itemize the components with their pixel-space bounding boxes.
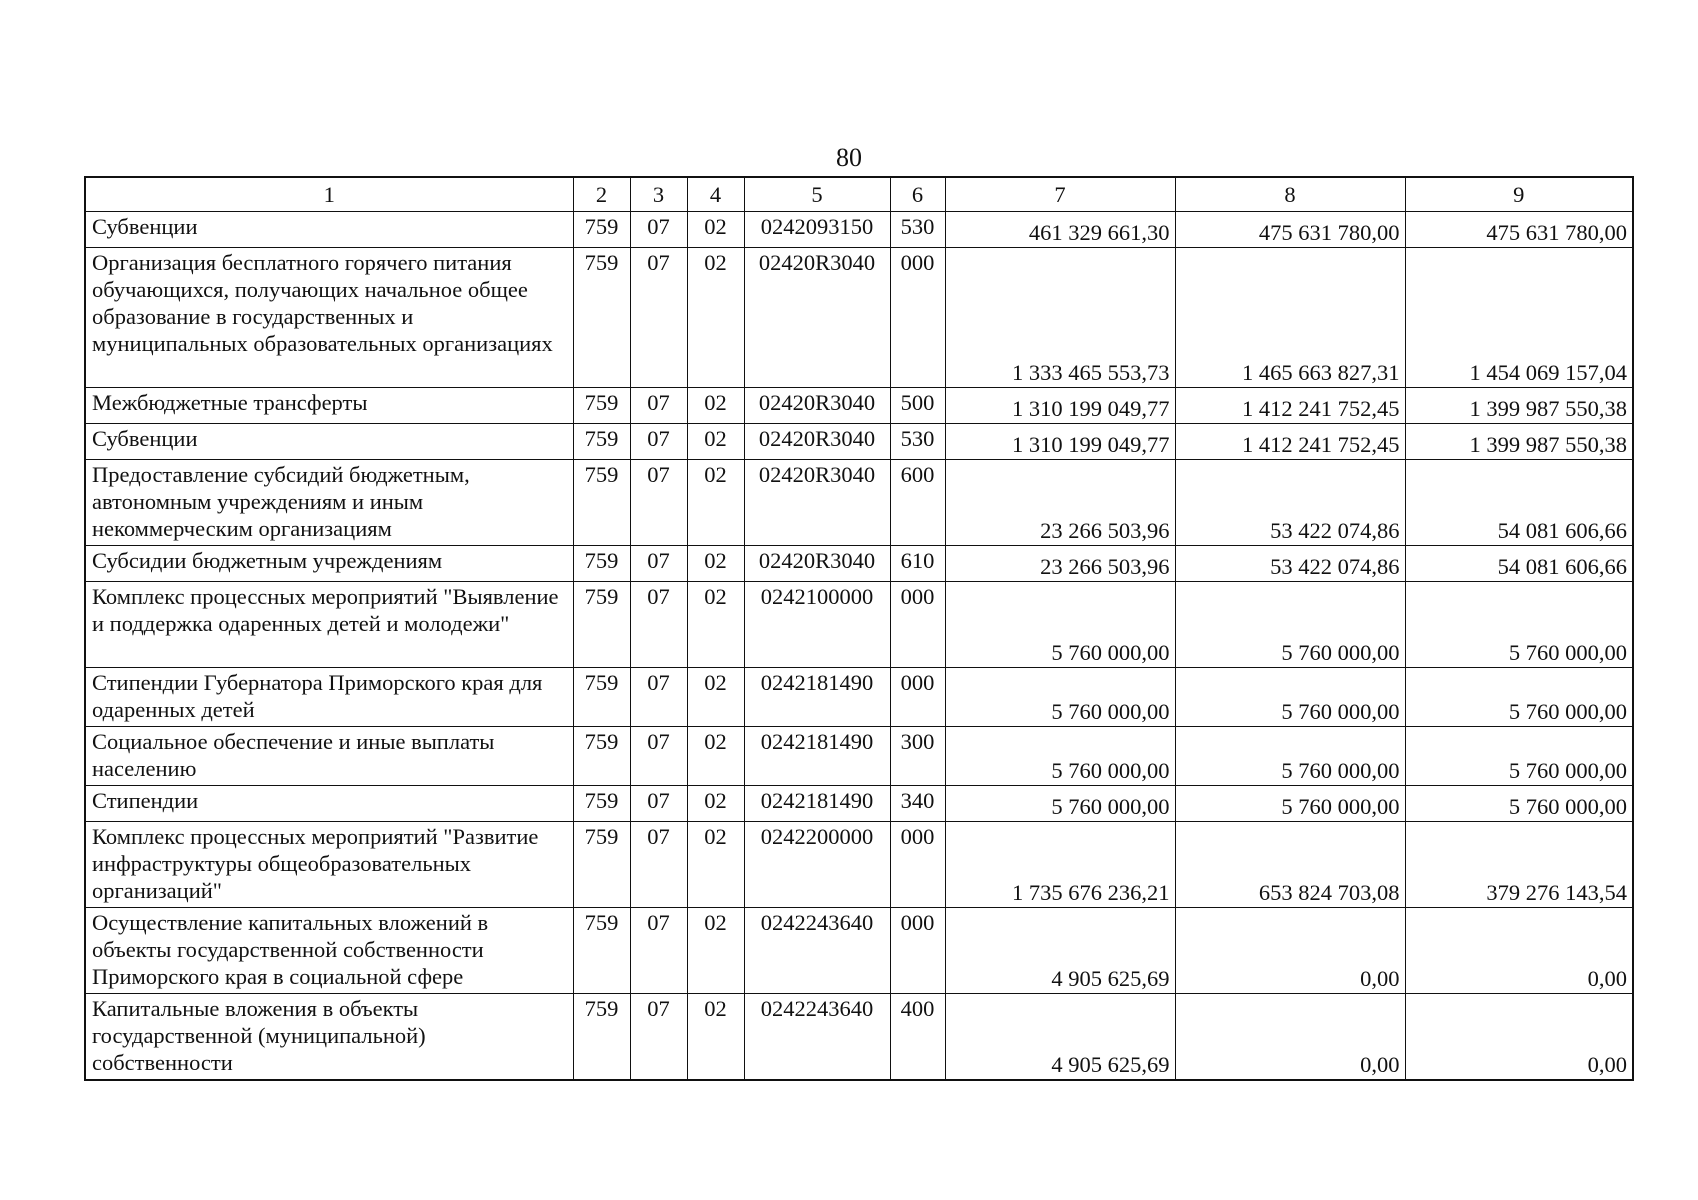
table-row — [85, 546, 1633, 582]
amount-col-9: 54 081 606,66 — [1405, 546, 1633, 582]
subsection-code: 02 — [687, 212, 744, 248]
target-article-code: 02420R3040 — [744, 248, 890, 388]
header-row — [85, 177, 1633, 212]
header-col-7: 7 — [945, 177, 1175, 212]
amount-col-8: 1 412 241 752,45 — [1175, 388, 1405, 424]
page-number: 80 — [836, 143, 862, 172]
amount-col-7: 5 760 000,00 — [945, 582, 1175, 668]
subsection-code: 02 — [687, 994, 744, 1081]
target-article-code: 0242243640 — [744, 908, 890, 994]
amount-col-8: 53 422 074,86 — [1175, 460, 1405, 546]
subsection-code: 02 — [687, 546, 744, 582]
expense-type-code: 400 — [890, 994, 945, 1081]
row-name: Комплекс процессных мероприятий "Выявление и поддержка одаренных детей и молодежи" — [85, 582, 573, 668]
amount-col-8: 1 412 241 752,45 — [1175, 424, 1405, 460]
target-article-code: 0242181490 — [744, 727, 890, 786]
target-article-code: 02420R3040 — [744, 388, 890, 424]
section-code: 07 — [630, 546, 687, 582]
header-col-2: 2 — [573, 177, 630, 212]
amount-col-8: 653 824 703,08 — [1175, 822, 1405, 908]
amount-col-9: 1 454 069 157,04 — [1405, 248, 1633, 388]
expense-type-code: 530 — [890, 424, 945, 460]
amount-col-7: 5 760 000,00 — [945, 727, 1175, 786]
table-row — [85, 424, 1633, 460]
table-row — [85, 212, 1633, 248]
amount-col-8: 0,00 — [1175, 994, 1405, 1081]
ministry-code: 759 — [573, 994, 630, 1081]
amount-col-7: 23 266 503,96 — [945, 546, 1175, 582]
section-code: 07 — [630, 822, 687, 908]
budget-table — [84, 176, 1634, 1081]
target-article-code: 0242100000 — [744, 582, 890, 668]
amount-col-8: 5 760 000,00 — [1175, 668, 1405, 727]
amount-col-9: 0,00 — [1405, 908, 1633, 994]
expense-type-code: 000 — [890, 822, 945, 908]
subsection-code: 02 — [687, 582, 744, 668]
subsection-code: 02 — [687, 786, 744, 822]
amount-col-9: 0,00 — [1405, 994, 1633, 1081]
row-name: Субвенции — [85, 212, 573, 248]
amount-col-7: 5 760 000,00 — [945, 786, 1175, 822]
amount-col-7: 4 905 625,69 — [945, 908, 1175, 994]
subsection-code: 02 — [687, 388, 744, 424]
ministry-code: 759 — [573, 546, 630, 582]
subsection-code: 02 — [687, 424, 744, 460]
section-code: 07 — [630, 994, 687, 1081]
amount-col-7: 4 905 625,69 — [945, 994, 1175, 1081]
table-row — [85, 668, 1633, 727]
target-article-code: 0242243640 — [744, 994, 890, 1081]
amount-col-9: 5 760 000,00 — [1405, 582, 1633, 668]
target-article-code: 02420R3040 — [744, 546, 890, 582]
subsection-code: 02 — [687, 727, 744, 786]
row-name: Субсидии бюджетным учреждениям — [85, 546, 573, 582]
row-name: Субвенции — [85, 424, 573, 460]
expense-type-code: 530 — [890, 212, 945, 248]
section-code: 07 — [630, 582, 687, 668]
amount-col-7: 1 310 199 049,77 — [945, 388, 1175, 424]
amount-col-8: 53 422 074,86 — [1175, 546, 1405, 582]
row-name: Стипендии Губернатора Приморского края для одаренных детей — [85, 668, 573, 727]
subsection-code: 02 — [687, 908, 744, 994]
header-col-4: 4 — [687, 177, 744, 212]
amount-col-9: 54 081 606,66 — [1405, 460, 1633, 546]
expense-type-code: 340 — [890, 786, 945, 822]
header-col-5: 5 — [744, 177, 890, 212]
target-article-code: 0242200000 — [744, 822, 890, 908]
expense-type-code: 000 — [890, 582, 945, 668]
section-code: 07 — [630, 908, 687, 994]
expense-type-code: 000 — [890, 668, 945, 727]
row-name: Межбюджетные трансферты — [85, 388, 573, 424]
table-row — [85, 822, 1633, 908]
amount-col-9: 379 276 143,54 — [1405, 822, 1633, 908]
amount-col-7: 1 735 676 236,21 — [945, 822, 1175, 908]
target-article-code: 0242181490 — [744, 668, 890, 727]
target-article-code: 02420R3040 — [744, 460, 890, 546]
amount-col-9: 5 760 000,00 — [1405, 727, 1633, 786]
row-name: Стипендии — [85, 786, 573, 822]
expense-type-code: 500 — [890, 388, 945, 424]
amount-col-8: 5 760 000,00 — [1175, 582, 1405, 668]
ministry-code: 759 — [573, 668, 630, 727]
table-row — [85, 727, 1633, 786]
table-row — [85, 908, 1633, 994]
amount-col-7: 1 333 465 553,73 — [945, 248, 1175, 388]
header-col-8: 8 — [1175, 177, 1405, 212]
ministry-code: 759 — [573, 212, 630, 248]
row-name: Организация бесплатного горячего питания обучающихся, получающих начальное общее образование в государственных и муниципальных образовательных организациях — [85, 248, 573, 388]
amount-col-9: 1 399 987 550,38 — [1405, 388, 1633, 424]
ministry-code: 759 — [573, 424, 630, 460]
section-code: 07 — [630, 668, 687, 727]
table-row — [85, 582, 1633, 668]
target-article-code: 0242181490 — [744, 786, 890, 822]
expense-type-code: 000 — [890, 908, 945, 994]
row-name: Комплекс процессных мероприятий "Развитие инфраструктуры общеобразовательных организаций" — [85, 822, 573, 908]
table-row — [85, 994, 1633, 1081]
row-name: Капитальные вложения в объекты государственной (муниципальной) собственности — [85, 994, 573, 1081]
expense-type-code: 610 — [890, 546, 945, 582]
section-code: 07 — [630, 388, 687, 424]
amount-col-9: 475 631 780,00 — [1405, 212, 1633, 248]
subsection-code: 02 — [687, 668, 744, 727]
amount-col-7: 5 760 000,00 — [945, 668, 1175, 727]
subsection-code: 02 — [687, 822, 744, 908]
ministry-code: 759 — [573, 388, 630, 424]
section-code: 07 — [630, 424, 687, 460]
row-name: Предоставление субсидий бюджетным, автономным учреждениям и иным некоммерческим организациям — [85, 460, 573, 546]
target-article-code: 0242093150 — [744, 212, 890, 248]
amount-col-7: 461 329 661,30 — [945, 212, 1175, 248]
row-name: Осуществление капитальных вложений в объекты государственной собственности Приморского края в социальной сфере — [85, 908, 573, 994]
table-row — [85, 248, 1633, 388]
section-code: 07 — [630, 727, 687, 786]
amount-col-8: 1 465 663 827,31 — [1175, 248, 1405, 388]
amount-col-8: 475 631 780,00 — [1175, 212, 1405, 248]
row-name: Социальное обеспечение и иные выплаты населению — [85, 727, 573, 786]
section-code: 07 — [630, 212, 687, 248]
amount-col-9: 5 760 000,00 — [1405, 668, 1633, 727]
amount-col-8: 0,00 — [1175, 908, 1405, 994]
section-code: 07 — [630, 248, 687, 388]
header-col-6: 6 — [890, 177, 945, 212]
section-code: 07 — [630, 786, 687, 822]
ministry-code: 759 — [573, 248, 630, 388]
ministry-code: 759 — [573, 582, 630, 668]
ministry-code: 759 — [573, 908, 630, 994]
subsection-code: 02 — [687, 460, 744, 546]
amount-col-8: 5 760 000,00 — [1175, 786, 1405, 822]
table-row — [85, 388, 1633, 424]
section-code: 07 — [630, 460, 687, 546]
amount-col-9: 1 399 987 550,38 — [1405, 424, 1633, 460]
amount-col-7: 23 266 503,96 — [945, 460, 1175, 546]
amount-col-8: 5 760 000,00 — [1175, 727, 1405, 786]
ministry-code: 759 — [573, 786, 630, 822]
amount-col-7: 1 310 199 049,77 — [945, 424, 1175, 460]
table-row — [85, 460, 1633, 546]
subsection-code: 02 — [687, 248, 744, 388]
target-article-code: 02420R3040 — [744, 424, 890, 460]
ministry-code: 759 — [573, 822, 630, 908]
ministry-code: 759 — [573, 460, 630, 546]
header-col-9: 9 — [1405, 177, 1633, 212]
expense-type-code: 300 — [890, 727, 945, 786]
ministry-code: 759 — [573, 727, 630, 786]
table-row — [85, 786, 1633, 822]
expense-type-code: 000 — [890, 248, 945, 388]
expense-type-code: 600 — [890, 460, 945, 546]
header-col-1: 1 — [85, 177, 573, 212]
header-col-3: 3 — [630, 177, 687, 212]
amount-col-9: 5 760 000,00 — [1405, 786, 1633, 822]
